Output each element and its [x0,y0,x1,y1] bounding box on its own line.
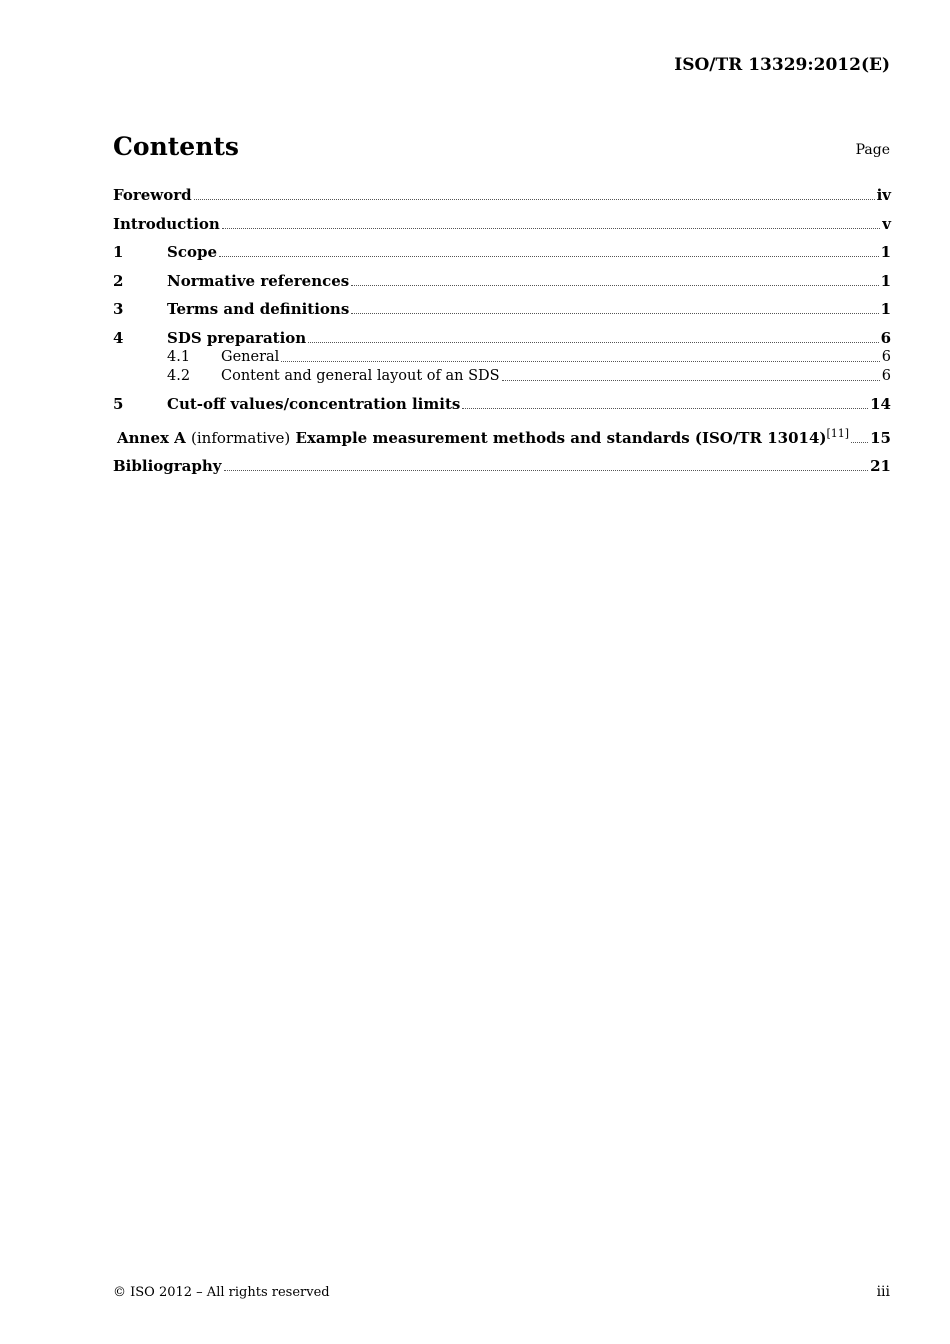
toc-entry-page: 6 [880,328,891,347]
dot-leader [194,198,875,200]
bibliography-reference: [11] [826,426,850,440]
toc-entry-title: SDS preparation [167,328,307,347]
toc-entry-cut-off-values[interactable] [113,395,891,414]
toc-entry-number: 4.1 [167,348,191,365]
toc-entry-title [113,424,849,448]
toc-entry-page: 1 [880,300,891,318]
toc-entry-page: 6 [881,367,891,384]
toc-subentry-content-and-layout[interactable] [113,367,891,386]
toc-entry-page: 1 [880,271,891,290]
toc-entry-title: Content and general layout of an SDS [221,367,500,384]
dot-leader [281,360,879,362]
toc-entry-page: 6 [881,348,891,365]
dot-leader [851,441,868,443]
toc-entry-page: v [882,214,891,233]
dot-leader [502,379,880,381]
dot-leader [308,341,878,343]
toc-entry-page: 1 [880,243,891,261]
toc-entry-number: 4 [113,328,124,347]
toc-entry-bibliography[interactable] [113,457,891,476]
dot-leader [462,407,868,409]
toc-entry-page: 15 [870,428,891,447]
toc-entry-title: Terms and definitions [167,300,350,318]
toc-entry-title: Foreword [113,186,192,204]
copyright-notice: © ISO 2012 – All rights reserved [113,1285,330,1300]
annex-label: Annex A [117,428,186,447]
toc-entry-title: Introduction [113,214,220,233]
toc-entry-number: 5 [113,395,124,413]
dot-leader [224,469,869,471]
dot-leader [351,284,878,286]
toc-heading-row [113,132,890,166]
toc-entry-scope[interactable] [113,243,891,262]
toc-entry-number: 2 [113,271,124,290]
toc-entry-page: 14 [870,395,891,413]
table-of-contents [113,186,891,486]
toc-entry-title: Scope [167,243,218,261]
toc-entry-number: 4.2 [167,367,191,384]
toc-entry-foreword[interactable] [113,186,891,205]
toc-page-column-label: Page [855,142,890,158]
toc-entry-page: iv [876,186,891,204]
dot-leader [219,255,879,257]
toc-entry-terms-and-definitions[interactable] [113,300,891,319]
toc-entry-normative-references[interactable] [113,272,891,291]
toc-title: Contents [113,132,240,161]
page-number: iii [876,1284,890,1300]
toc-entry-introduction[interactable] [113,215,891,234]
toc-entry-title: General [221,348,280,365]
toc-entry-number: 1 [113,243,124,261]
toc-entry-title: Cut-off values/concentration limits [167,395,461,413]
toc-entry-annex-a[interactable] [113,424,891,448]
toc-entry-page: 21 [870,457,891,475]
toc-entry-title: Bibliography [113,457,222,475]
toc-entry-number: 3 [113,300,124,318]
dot-leader [351,312,878,314]
document-identifier: ISO/TR 13329:2012(E) [674,55,890,75]
dot-leader [222,227,880,229]
toc-subentry-general[interactable] [113,348,891,367]
annex-qualifier: (informative) [191,428,291,447]
annex-title: Example measurement methods and standards (ISO/TR 13014) [295,428,827,447]
toc-entry-title: Normative references [167,271,350,290]
toc-entry-sds-preparation[interactable] [113,329,891,348]
